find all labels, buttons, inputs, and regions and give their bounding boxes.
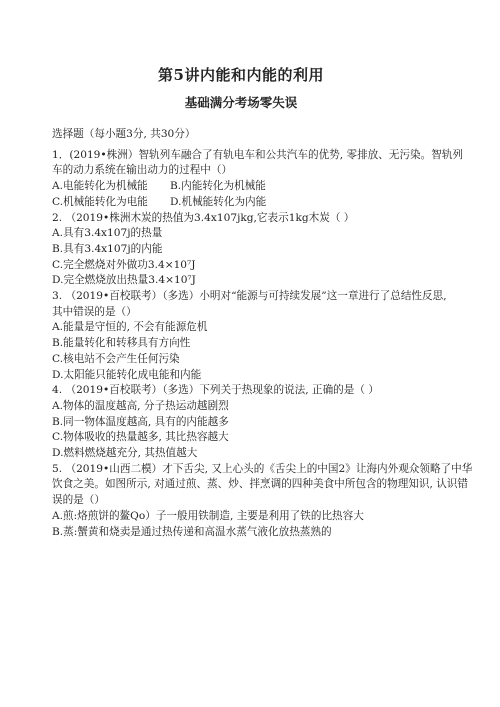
question-1 xyxy=(52,148,464,211)
question-1-option-d: D.机械能转化为内能 xyxy=(170,195,267,208)
question-2-option-b: B.具有3.4x107j的内能 xyxy=(52,242,163,255)
question-1-options-row1 xyxy=(52,179,430,195)
question-2 xyxy=(52,211,430,290)
question-5-option-a: A.煎:烙煎饼的鳌Qo）子一般用铁制造, 主要是利用了铁的比热容大 xyxy=(52,509,364,522)
page-title: 第5讲内能和内能的利用 xyxy=(158,66,324,84)
question-4-option-b: B.同一物体温度越高, 具有的内能越多 xyxy=(52,415,229,428)
question-4 xyxy=(52,383,430,462)
question-1-stem-line1: 1．(2019•株洲）智轨列车融合了有轨电车和公共汽车的优势, 零排放、无污染。智轨列 xyxy=(52,148,464,161)
question-5-stem-line1: 5. （2019•山西二模）才下舌尖, 又上心头的《舌尖上的中国2》让海内外观众领略了中华 xyxy=(52,462,473,475)
question-5-stem-line3: 误的是（） xyxy=(52,494,105,507)
question-1-option-b: B.内能转化为机械能 xyxy=(170,180,266,193)
question-4-option-d: D.燃料燃烧越充分, 其热值越大 xyxy=(52,447,198,460)
question-3-stem-line2: 其中错误的是（） xyxy=(52,305,137,318)
section-heading: 选择题（每小题3分, 共30分） xyxy=(52,128,196,140)
question-3-option-d: D.太阳能只能转化成电能和内能 xyxy=(52,368,202,381)
question-4-option-c: C.物体吸收的热量越多, 其比热容越大 xyxy=(52,431,229,444)
question-2-option-d: D.完全燃烧放出热量3.4×10⁷J xyxy=(52,274,196,287)
question-2-option-a: A.具有3.4x107j的热量 xyxy=(52,227,163,240)
question-3-option-c: C.核电站不会产生任何污染 xyxy=(52,352,180,365)
page-subtitle: 基础满分考场零失误 xyxy=(184,95,298,110)
question-1-option-a: A.电能转化为机械能 xyxy=(52,180,148,193)
question-3-stem-line1: 3. （2019•百校联考）（多选）小明对“能源与可持续发展”这一章进行了总结性反思, xyxy=(52,290,447,303)
question-5-stem-line2: 饮食之美。如图所示, 对通过煎、蒸、炒、拌烹调的四种美食中所包含的物理知识, 认识错 xyxy=(52,478,469,491)
question-3 xyxy=(52,289,447,383)
question-5-option-b: B.蒸:蟹黄和烧卖是通过热传递和高温水蒸气液化放热蒸熟的 xyxy=(52,525,332,538)
question-1-options-row2 xyxy=(52,195,430,211)
question-1-stem-line2: 车的动力系统在输出动力的过程中（） xyxy=(52,164,233,177)
question-3-option-b: B.能量转化和转移具有方向性 xyxy=(52,337,191,350)
question-5 xyxy=(52,462,473,541)
question-4-stem-line1: 4. （2019•百校联考）（多选）下列关于热现象的说法, 正确的是（ ） xyxy=(52,384,379,397)
question-2-option-c: C.完全燃烧对外做功3.4×10⁷J xyxy=(52,258,196,271)
question-3-option-a: A.能量是守恒的, 不会有能源危机 xyxy=(52,321,208,334)
question-4-option-a: A.物体的温度越高, 分子热运动越剧烈 xyxy=(52,399,229,412)
question-1-option-c: C.机械能转化为电能 xyxy=(52,195,148,208)
question-2-stem-line1: 2. （2019•株洲木炭的热值为3.4x107jkg,它表示1kg木炭（ ） xyxy=(52,211,355,224)
